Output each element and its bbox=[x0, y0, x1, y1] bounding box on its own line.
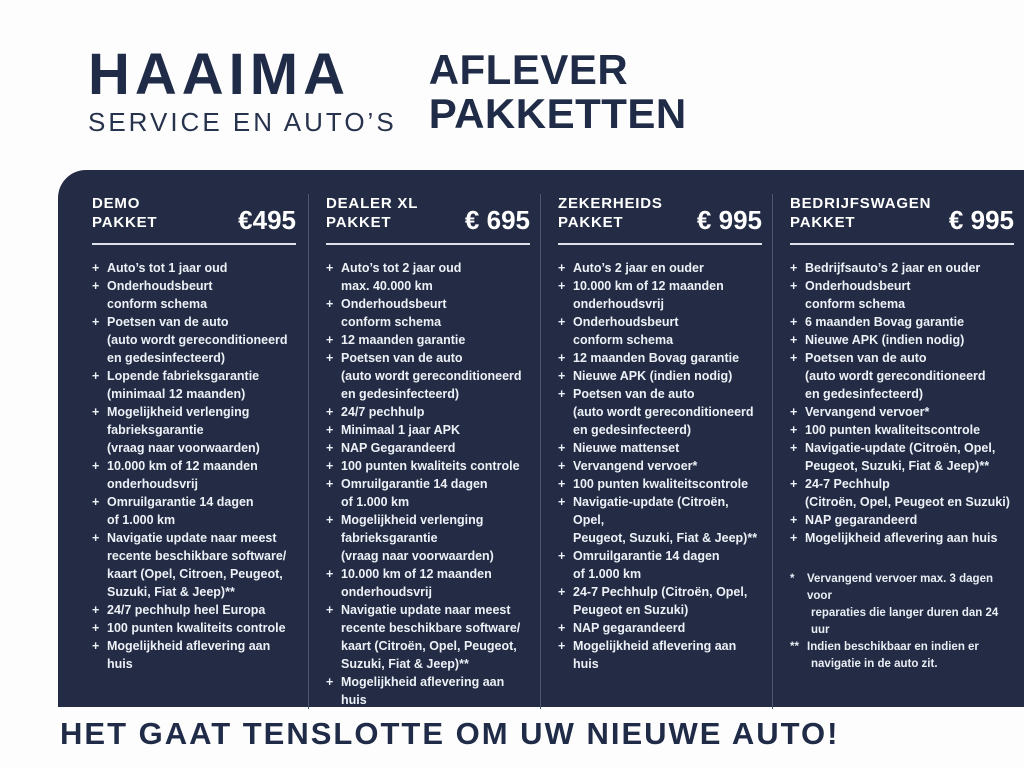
item-line: 24/7 pechhulp heel Europa bbox=[107, 603, 266, 617]
item-line: Suzuki, Fiat & Jeep)** bbox=[107, 585, 235, 599]
plus-marker: + bbox=[558, 387, 566, 401]
package-item bbox=[558, 313, 762, 349]
item-line: conform schema bbox=[341, 315, 442, 329]
package-price: € 995 bbox=[948, 205, 1014, 235]
package-column bbox=[308, 194, 540, 709]
item-line: Peugeot en Suzuki) bbox=[573, 603, 689, 617]
plus-marker: + bbox=[558, 549, 566, 563]
item-lines bbox=[805, 421, 1014, 439]
item-line: of 1.000 km bbox=[107, 513, 176, 527]
plus-marker: + bbox=[92, 369, 100, 383]
item-line: 24-7 Pechhulp (Citroën, Opel, bbox=[573, 585, 748, 599]
item-line: onderhoudsvrij bbox=[573, 297, 664, 311]
package-item bbox=[790, 421, 1014, 439]
item-line: Navigatie update naar meest bbox=[341, 603, 511, 617]
item-lines bbox=[107, 277, 296, 313]
package-name-line: DEMO bbox=[92, 195, 141, 212]
item-line: (auto wordt gereconditioneerd bbox=[805, 369, 986, 383]
item-lines bbox=[805, 349, 1014, 403]
footnote bbox=[790, 571, 1014, 639]
package-item bbox=[558, 385, 762, 439]
item-line: Mogelijkheid verlenging bbox=[107, 405, 250, 419]
plus-marker: + bbox=[790, 513, 798, 527]
package-item bbox=[558, 547, 762, 583]
item-line: Omruilgarantie 14 dagen bbox=[107, 495, 254, 509]
package-item bbox=[326, 673, 530, 709]
item-line: Poetsen van de auto bbox=[573, 387, 695, 401]
item-line: Peugeot, Suzuki, Fiat & Jeep)** bbox=[573, 531, 758, 545]
item-lines bbox=[573, 583, 762, 619]
item-lines bbox=[573, 259, 762, 277]
item-line: 12 maanden garantie bbox=[341, 333, 466, 347]
plus-marker: + bbox=[558, 477, 566, 491]
plus-marker: + bbox=[92, 405, 100, 419]
item-line: en gedesinfecteerd) bbox=[107, 351, 226, 365]
plus-marker: + bbox=[790, 279, 798, 293]
item-line: recente beschikbare software/ bbox=[107, 549, 287, 563]
item-line: Minimaal 1 jaar APK bbox=[341, 423, 461, 437]
item-line: Mogelijkheid aflevering aan huis bbox=[573, 639, 737, 671]
plus-marker: + bbox=[326, 513, 334, 527]
footnote-line: navigatie in de auto zit. bbox=[811, 658, 938, 670]
item-line: NAP gegarandeerd bbox=[805, 513, 918, 527]
item-line: Vervangend vervoer* bbox=[805, 405, 930, 419]
plus-marker: + bbox=[326, 351, 334, 365]
item-lines bbox=[805, 277, 1014, 313]
package-header bbox=[790, 194, 1014, 235]
package-name bbox=[558, 194, 663, 232]
item-line: en gedesinfecteerd) bbox=[573, 423, 692, 437]
item-line: Auto’s tot 1 jaar oud bbox=[107, 261, 228, 275]
plus-marker: + bbox=[92, 315, 100, 329]
plus-marker: + bbox=[92, 531, 100, 545]
plus-marker: + bbox=[326, 297, 334, 311]
item-lines bbox=[341, 259, 530, 295]
package-item bbox=[790, 313, 1014, 331]
package-item bbox=[790, 349, 1014, 403]
package-item bbox=[92, 277, 296, 313]
item-lines bbox=[341, 673, 530, 709]
item-line: Navigatie update naar meest bbox=[107, 531, 277, 545]
item-line: onderhoudsvrij bbox=[341, 585, 432, 599]
page-title-line-2: PAKKETTEN bbox=[428, 90, 687, 137]
item-lines bbox=[805, 313, 1014, 331]
plus-marker: + bbox=[558, 441, 566, 455]
plus-marker: + bbox=[790, 441, 798, 455]
item-lines bbox=[573, 349, 762, 367]
footnote-lines bbox=[807, 571, 1014, 639]
plus-marker: + bbox=[92, 639, 100, 653]
package-item bbox=[558, 475, 762, 493]
header-underline bbox=[92, 243, 296, 245]
item-line: conform schema bbox=[107, 297, 208, 311]
footnote-marker: ** bbox=[790, 641, 799, 653]
item-line: Peugeot, Suzuki, Fiat & Jeep)** bbox=[805, 459, 990, 473]
item-lines bbox=[573, 637, 762, 673]
item-lines bbox=[573, 493, 762, 547]
package-item bbox=[326, 331, 530, 349]
item-lines bbox=[107, 601, 296, 619]
item-lines bbox=[805, 529, 1014, 547]
item-lines bbox=[341, 457, 530, 475]
plus-marker: + bbox=[790, 351, 798, 365]
package-item bbox=[92, 529, 296, 601]
plus-marker: + bbox=[326, 675, 334, 689]
item-line: onderhoudsvrij bbox=[107, 477, 198, 491]
item-line: Navigatie-update (Citroën, Opel, bbox=[805, 441, 996, 455]
item-line: Onderhoudsbeurt bbox=[341, 297, 447, 311]
item-lines bbox=[107, 529, 296, 601]
footnote-line: Vervangend vervoer max. 3 dagen voor bbox=[807, 573, 994, 602]
plus-marker: + bbox=[558, 459, 566, 473]
package-name-line: ZEKERHEIDS bbox=[558, 195, 663, 212]
plus-marker: + bbox=[558, 279, 566, 293]
package-item-list bbox=[326, 259, 530, 709]
item-lines bbox=[805, 439, 1014, 475]
plus-marker: + bbox=[326, 477, 334, 491]
package-item bbox=[326, 601, 530, 673]
package-column bbox=[772, 194, 1024, 709]
package-price: € 695 bbox=[464, 205, 530, 235]
item-lines bbox=[573, 439, 762, 457]
item-line: 10.000 km of 12 maanden bbox=[573, 279, 724, 293]
package-item bbox=[558, 583, 762, 619]
package-item bbox=[326, 295, 530, 331]
plus-marker: + bbox=[92, 621, 100, 635]
plus-marker: + bbox=[558, 261, 566, 275]
page-title bbox=[429, 46, 687, 136]
package-item bbox=[790, 331, 1014, 349]
package-item bbox=[326, 259, 530, 295]
plus-marker: + bbox=[92, 459, 100, 473]
item-lines bbox=[107, 403, 296, 457]
item-lines bbox=[805, 475, 1014, 511]
package-item bbox=[92, 259, 296, 277]
package-item bbox=[92, 619, 296, 637]
item-line: 100 punten kwaliteits controle bbox=[107, 621, 286, 635]
item-lines bbox=[341, 601, 530, 673]
item-line: kaart (Opel, Citroen, Peugeot, bbox=[107, 567, 283, 581]
item-line: (auto wordt gereconditioneerd bbox=[107, 333, 288, 347]
item-line: 6 maanden Bovag garantie bbox=[805, 315, 965, 329]
package-name-line: PAKKET bbox=[92, 214, 158, 231]
item-lines bbox=[573, 457, 762, 475]
brand-logo-title: HAAIMA bbox=[88, 42, 350, 107]
package-item bbox=[558, 493, 762, 547]
plus-marker: + bbox=[790, 531, 798, 545]
plus-marker: + bbox=[558, 369, 566, 383]
item-line: en gedesinfecteerd) bbox=[805, 387, 924, 401]
item-lines bbox=[341, 295, 530, 331]
item-lines bbox=[341, 565, 530, 601]
item-line: Poetsen van de auto bbox=[341, 351, 463, 365]
item-lines bbox=[573, 475, 762, 493]
item-line: Vervangend vervoer* bbox=[573, 459, 698, 473]
item-line: Auto’s tot 2 jaar oud bbox=[341, 261, 462, 275]
plus-marker: + bbox=[326, 261, 334, 275]
plus-marker: + bbox=[790, 423, 798, 437]
item-line: (minimaal 12 maanden) bbox=[107, 387, 246, 401]
package-item bbox=[558, 637, 762, 673]
item-lines bbox=[341, 403, 530, 421]
item-line: Onderhoudsbeurt bbox=[805, 279, 911, 293]
item-lines bbox=[573, 367, 762, 385]
package-item bbox=[92, 403, 296, 457]
item-lines bbox=[805, 259, 1014, 277]
package-item-list bbox=[558, 259, 762, 673]
item-lines bbox=[341, 439, 530, 457]
package-header bbox=[92, 194, 296, 235]
package-item bbox=[326, 421, 530, 439]
package-item bbox=[92, 637, 296, 673]
package-name-line: BEDRIJFSWAGEN bbox=[790, 195, 932, 212]
item-line: Auto’s 2 jaar en ouder bbox=[573, 261, 704, 275]
package-item bbox=[92, 367, 296, 403]
item-line: 12 maanden Bovag garantie bbox=[573, 351, 740, 365]
item-line: conform schema bbox=[805, 297, 906, 311]
item-line: Onderhoudsbeurt bbox=[107, 279, 213, 293]
footnote-lines bbox=[807, 639, 1014, 673]
package-item-list bbox=[92, 259, 296, 673]
item-line: Nieuwe APK (indien nodig) bbox=[573, 369, 733, 383]
plus-marker: + bbox=[326, 423, 334, 437]
item-line: Nieuwe mattenset bbox=[573, 441, 680, 455]
item-line: Navigatie-update (Citroën, Opel, bbox=[573, 495, 729, 527]
package-item bbox=[326, 475, 530, 511]
package-column bbox=[540, 194, 772, 709]
item-line: fabrieksgarantie bbox=[107, 423, 204, 437]
brand-logo-subtitle: SERVICE EN AUTO’S bbox=[88, 107, 397, 137]
item-lines bbox=[341, 421, 530, 439]
plus-marker: + bbox=[558, 495, 566, 509]
package-item bbox=[790, 439, 1014, 475]
package-item bbox=[326, 457, 530, 475]
package-item bbox=[558, 259, 762, 277]
plus-marker: + bbox=[790, 315, 798, 329]
package-column bbox=[58, 194, 308, 709]
packages-panel bbox=[58, 170, 1024, 707]
item-lines bbox=[107, 457, 296, 493]
package-item bbox=[790, 403, 1014, 421]
plus-marker: + bbox=[790, 333, 798, 347]
item-lines bbox=[341, 511, 530, 565]
plus-marker: + bbox=[326, 405, 334, 419]
package-item bbox=[558, 457, 762, 475]
item-lines bbox=[573, 385, 762, 439]
item-line: 24/7 pechhulp bbox=[341, 405, 425, 419]
item-line: Onderhoudsbeurt bbox=[573, 315, 679, 329]
plus-marker: + bbox=[558, 315, 566, 329]
plus-marker: + bbox=[326, 567, 334, 581]
item-lines bbox=[107, 493, 296, 529]
item-lines bbox=[341, 331, 530, 349]
plus-marker: + bbox=[558, 639, 566, 653]
plus-marker: + bbox=[326, 333, 334, 347]
item-lines bbox=[107, 313, 296, 367]
item-line: 10.000 km of 12 maanden bbox=[341, 567, 492, 581]
item-line: Mogelijkheid aflevering aan huis bbox=[805, 531, 998, 545]
item-lines bbox=[573, 277, 762, 313]
item-line: en gedesinfecteerd) bbox=[341, 387, 460, 401]
item-lines bbox=[341, 475, 530, 511]
package-item bbox=[326, 349, 530, 403]
item-line: (Citroën, Opel, Peugeot en Suzuki) bbox=[805, 495, 1010, 509]
package-item bbox=[326, 565, 530, 601]
footnote-marker: * bbox=[790, 573, 795, 585]
item-line: conform schema bbox=[573, 333, 674, 347]
package-item bbox=[558, 367, 762, 385]
package-price: € 995 bbox=[696, 205, 762, 235]
header-underline bbox=[558, 243, 762, 245]
package-item bbox=[92, 601, 296, 619]
header-underline bbox=[326, 243, 530, 245]
item-line: Poetsen van de auto bbox=[107, 315, 229, 329]
plus-marker: + bbox=[790, 477, 798, 491]
item-line: Mogelijkheid aflevering aan huis bbox=[107, 639, 271, 671]
item-line: Bedrijfsauto’s 2 jaar en ouder bbox=[805, 261, 981, 275]
item-lines bbox=[107, 637, 296, 673]
package-item bbox=[558, 349, 762, 367]
package-price: €495 bbox=[238, 205, 296, 235]
plus-marker: + bbox=[92, 261, 100, 275]
header bbox=[88, 42, 687, 138]
plus-marker: + bbox=[326, 459, 334, 473]
item-line: Poetsen van de auto bbox=[805, 351, 927, 365]
item-line: Suzuki, Fiat & Jeep)** bbox=[341, 657, 469, 671]
item-lines bbox=[805, 331, 1014, 349]
brand-logo bbox=[88, 42, 397, 138]
item-lines bbox=[805, 511, 1014, 529]
package-name bbox=[326, 194, 418, 232]
package-item bbox=[790, 511, 1014, 529]
item-line: Mogelijkheid aflevering aan huis bbox=[341, 675, 505, 707]
header-underline bbox=[790, 243, 1014, 245]
item-lines bbox=[573, 547, 762, 583]
item-lines bbox=[573, 313, 762, 349]
item-line: recente beschikbare software/ bbox=[341, 621, 521, 635]
package-header bbox=[326, 194, 530, 235]
package-item-list bbox=[790, 259, 1014, 547]
item-line: NAP Gegarandeerd bbox=[341, 441, 456, 455]
package-name-line: PAKKET bbox=[326, 214, 392, 231]
item-line: kaart (Citroën, Opel, Peugeot, bbox=[341, 639, 517, 653]
package-item bbox=[326, 403, 530, 421]
package-header bbox=[558, 194, 762, 235]
item-lines bbox=[107, 619, 296, 637]
package-name bbox=[92, 194, 157, 232]
item-line: max. 40.000 km bbox=[341, 279, 433, 293]
item-line: 10.000 km of 12 maanden bbox=[107, 459, 258, 473]
package-item bbox=[558, 619, 762, 637]
plus-marker: + bbox=[790, 261, 798, 275]
item-lines bbox=[341, 349, 530, 403]
item-line: 100 punten kwaliteitscontrole bbox=[573, 477, 749, 491]
item-line: (auto wordt gereconditioneerd bbox=[573, 405, 754, 419]
plus-marker: + bbox=[558, 621, 566, 635]
package-item bbox=[92, 313, 296, 367]
item-line: of 1.000 km bbox=[573, 567, 642, 581]
item-line: NAP gegarandeerd bbox=[573, 621, 686, 635]
plus-marker: + bbox=[92, 279, 100, 293]
page-title-line-1: AFLEVER bbox=[428, 46, 629, 93]
footnote bbox=[790, 639, 1014, 673]
package-item bbox=[558, 439, 762, 457]
package-name-line: DEALER XL bbox=[326, 195, 419, 212]
footnote-line: Indien beschikbaar en indien er bbox=[807, 641, 979, 653]
item-line: of 1.000 km bbox=[341, 495, 410, 509]
package-item bbox=[558, 277, 762, 313]
package-name bbox=[790, 194, 931, 232]
item-line: Lopende fabrieksgarantie bbox=[107, 369, 260, 383]
footnote-line: reparaties die langer duren dan 24 uur bbox=[811, 607, 999, 636]
item-line: Nieuwe APK (indien nodig) bbox=[805, 333, 965, 347]
package-item bbox=[790, 529, 1014, 547]
item-line: 100 punten kwaliteits controle bbox=[341, 459, 520, 473]
item-line: 100 punten kwaliteitscontrole bbox=[805, 423, 981, 437]
footer-tagline: HET GAAT TENSLOTTE OM UW NIEUWE AUTO! bbox=[60, 716, 840, 751]
package-item bbox=[790, 277, 1014, 313]
item-line: 24-7 Pechhulp bbox=[805, 477, 890, 491]
package-item bbox=[92, 493, 296, 529]
item-line: (vraag naar voorwaarden) bbox=[341, 549, 494, 563]
package-name-line: PAKKET bbox=[558, 214, 624, 231]
package-item bbox=[92, 457, 296, 493]
item-lines bbox=[805, 403, 1014, 421]
item-line: Omruilgarantie 14 dagen bbox=[573, 549, 720, 563]
plus-marker: + bbox=[558, 351, 566, 365]
item-line: Omruilgarantie 14 dagen bbox=[341, 477, 488, 491]
item-line: (auto wordt gereconditioneerd bbox=[341, 369, 522, 383]
item-lines bbox=[107, 259, 296, 277]
plus-marker: + bbox=[92, 495, 100, 509]
plus-marker: + bbox=[326, 441, 334, 455]
plus-marker: + bbox=[326, 603, 334, 617]
plus-marker: + bbox=[790, 405, 798, 419]
item-lines bbox=[573, 619, 762, 637]
package-item bbox=[326, 439, 530, 457]
package-item bbox=[326, 511, 530, 565]
item-line: fabrieksgarantie bbox=[341, 531, 438, 545]
item-lines bbox=[107, 367, 296, 403]
package-name-line: PAKKET bbox=[790, 214, 856, 231]
plus-marker: + bbox=[92, 603, 100, 617]
plus-marker: + bbox=[558, 585, 566, 599]
item-line: Mogelijkheid verlenging bbox=[341, 513, 484, 527]
package-item bbox=[790, 475, 1014, 511]
package-item bbox=[790, 259, 1014, 277]
item-line: (vraag naar voorwaarden) bbox=[107, 441, 260, 455]
footnotes bbox=[790, 571, 1014, 673]
